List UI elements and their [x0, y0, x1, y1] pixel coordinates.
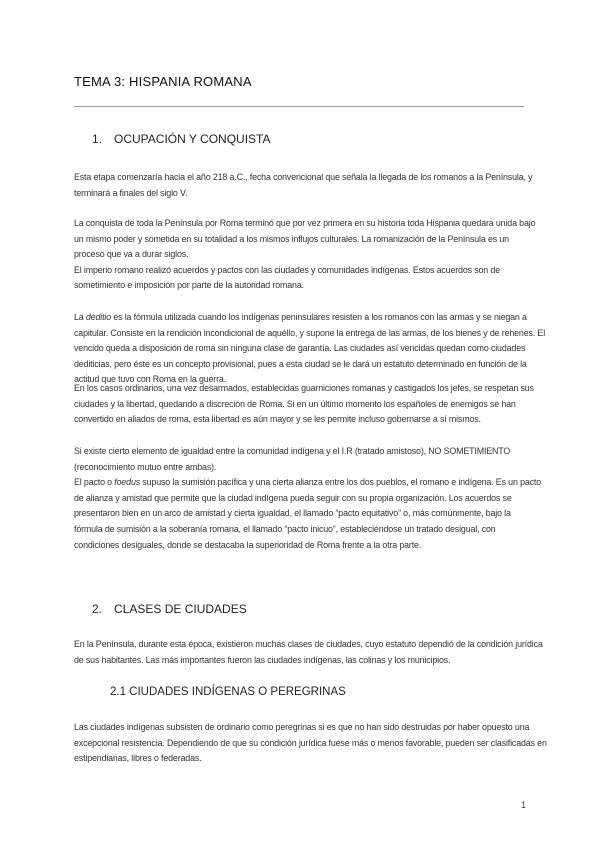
section-2-heading — [92, 602, 247, 616]
term-deditio: deditio — [85, 312, 111, 322]
section-2-title: CLASES DE CIUDADES — [114, 602, 247, 616]
text-line: capitular. Consiste en la rendición incondicional de aquéllo, y supone la entrega de las armas, de los bienes y de rehenes. El — [74, 327, 546, 338]
paragraph-ordinary-cases — [74, 381, 534, 428]
text-line: El imperio romano realizó acuerdos y pactos con las ciudades y comunidades indígenas. Estos acuerdos son de — [74, 264, 500, 275]
section-2-number: 2. — [92, 602, 103, 616]
text-line: proceso que va a durar siglos. — [74, 249, 189, 260]
text-line: La conquista de toda la Península por Roma terminó que por vez primera en su historia toda Hispania quedara unida bajo — [74, 218, 536, 228]
text-line: un mismo poder y sometida en su totalidad a los mismos influjos culturales. La romanización de la Península es un — [74, 233, 509, 244]
subsection-2-1-heading: 2.1 CIUDADES INDÍGENAS O PEREGRINAS — [110, 686, 346, 698]
paragraph-intro — [74, 170, 533, 201]
text-fragment: supuso la sumisión pacífica y una cierta alianza entre los dos pueblos, el romano e indígena. Es un pacto — [140, 477, 542, 488]
text-line: de sus habitantes. Las más importantes fueron las ciudades indígenas, las colinas y los municipios. — [74, 654, 451, 665]
text-fragment: La — [74, 312, 86, 322]
text-line: presentaron bien en un arco de amistad y cierta igualdad, el llamado “pacto equitativo” o, más comúnmente, bajo la — [74, 508, 511, 519]
paragraph-indigenous-cities — [74, 720, 547, 767]
title-divider — [74, 106, 524, 107]
text-line: excepcional resistencia. Dependiendo de que su condición jurídica fuese más o menos favorable, pueden ser clasificadas en — [74, 737, 547, 748]
paragraph-city-classes — [74, 637, 543, 668]
text-line: condiciones desiguales, donde se destacaba la superioridad de Roma frente a la otra parte. — [74, 539, 422, 550]
text-fragment: es la fórmula utilizada cuando los indígenas peninsulares resisten a los romanos con las armas y se niegan a — [111, 312, 527, 322]
text-line: convertido en aliados de roma, esta libertad es aún mayor y se les permite incluso gobernarse a sí mismos. — [74, 414, 481, 425]
text-line: Las ciudades indígenas subsisten de ordinario como peregrinas si es que no han sido destruidas por haber opuesto una — [74, 722, 530, 732]
text-line: actitud que tuvo con Roma en la guerra. — [74, 374, 227, 385]
text-line: dediticias, pero éste es un concepto provisional, pues a esta ciudad se le dará un estatuto determinado en función de la — [74, 358, 527, 369]
text-line: vencido queda a disposición de roma sin ninguna clase de garantía. Las ciudades así vencidas quedan como ciudades — [74, 343, 526, 354]
text-line: de alianza y amistad que permite que la ciudad indígena pueda seguir con su propia organización. Los acuerdos se — [74, 492, 512, 503]
document-title: TEMA 3: HISPANIA ROMANA — [74, 74, 252, 89]
paragraph-equality — [74, 444, 542, 553]
page-number: 1 — [520, 800, 526, 810]
text-line — [74, 475, 542, 491]
text-line: fórmula de sumisión a la soberanía romana, el llamado “pacto inicuo”, estableciéndose un tratado desigual, con — [74, 523, 496, 534]
text-line: terminará a finales del siglo V. — [74, 187, 188, 198]
text-line: ciudades y la libertad, quedando a discreción de Roma. Si en un último momento los españoles de enemigos se han — [74, 398, 516, 409]
text-line: sometimiento e imposición por parte de la autoridad romana. — [74, 280, 304, 291]
text-line: estipendiarias, libres o federadas. — [74, 753, 202, 764]
paragraph-conquest — [74, 216, 536, 294]
text-fragment: El pacto o — [74, 477, 115, 488]
section-1-title: OCUPACIÓN Y CONQUISTA — [114, 132, 271, 146]
text-line: Si existe cierto elemento de igualdad entre la comunidad indígena y el I.R (tratado amistoso), NO SOMETIMIENTO — [74, 446, 511, 456]
section-1-number: 1. — [92, 132, 103, 146]
text-line: En la Península, durante esta época, existieron muchas clases de ciudades, cuyo estatuto dependió de la condición jurídica — [74, 639, 543, 649]
section-1-heading — [92, 132, 270, 146]
text-line — [74, 310, 530, 326]
text-line: En los casos ordinarios, una vez desarmados, establecidas guarniciones romanas y castigados los jefes, se respetan sus — [74, 383, 534, 393]
text-line: (reconocimiento mutuo entre ambas). — [74, 461, 217, 472]
text-line: Esta etapa comenzaría hacia el año 218 a.C., fecha convencional que señala la llegada de los romanos a la Península, y — [74, 172, 533, 182]
term-foedus: foedus — [114, 477, 141, 488]
